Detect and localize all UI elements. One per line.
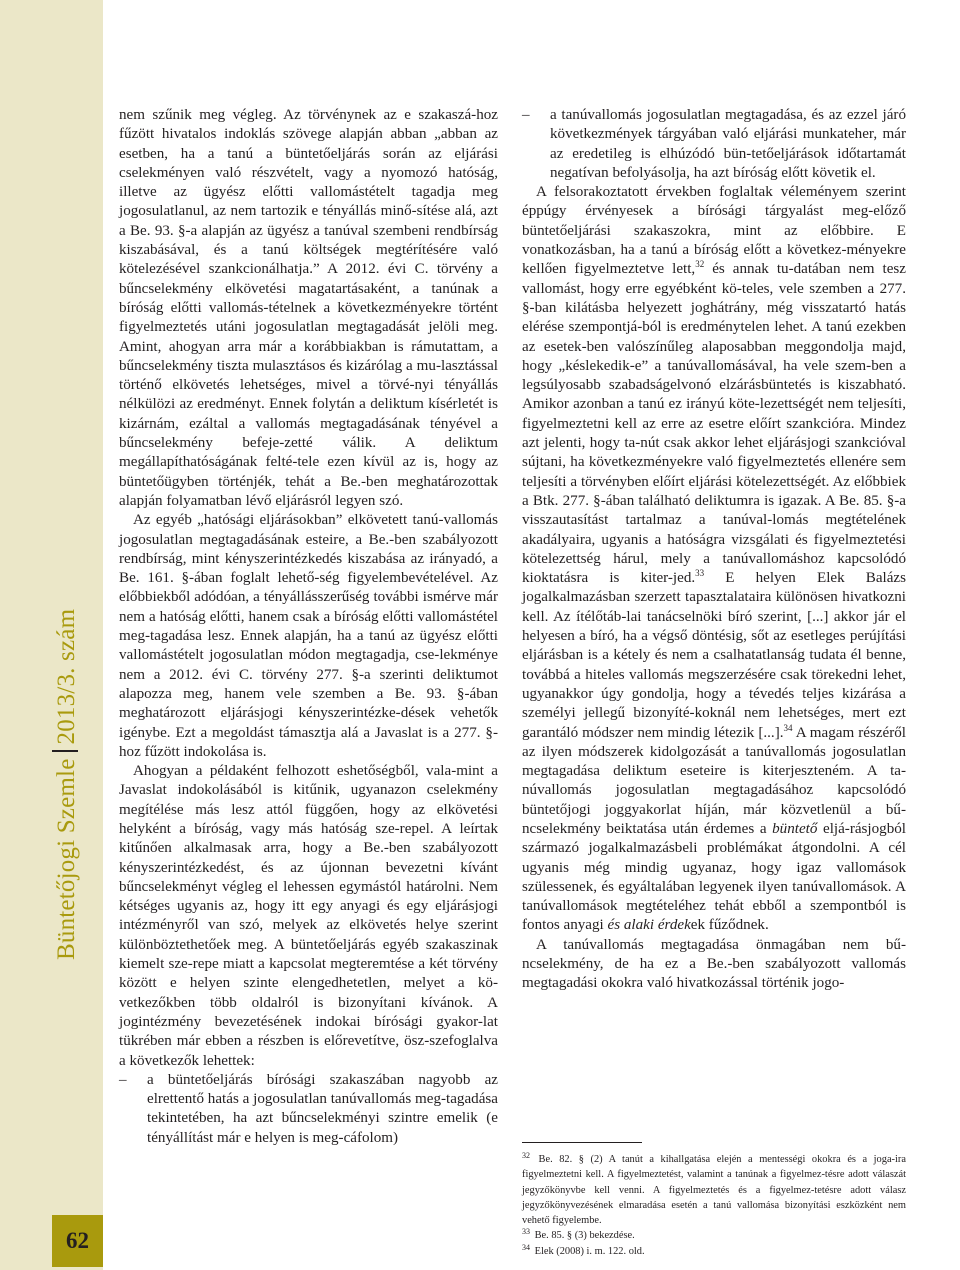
paragraph-text: A felsorakoztatott érvekben foglaltak véleményem szerint éppúgy érvényesek a bírósági tárgyalást meg-előző büntetőeljárási szakaszokra, mint az előbbire. E vonatkozásban, ha a tanú a bíróság előtt a következ-ményekre kellően figyelmeztetve lett, [522, 184, 906, 278]
footnote-text: Be. 85. § (3) bekezdése. [534, 1230, 635, 1242]
footnote-text: Be. 82. § (2) A tanút a kihallgatása elején a mentességi okokra és a joga-ira figyelmeztetni kell. A figyelmeztetést, valamint a tanúnak a figyelmez-tésre adott válaszát jegyzőkönyvbe kell venni. A figyelmeztetés és a figyelmez-tetésre adott válasz jegyzőkönyvezésének elmaradása esetén a tanú vallomása bizonyítási eszközként nem vehető figyelembe. [522, 1154, 906, 1227]
footnote-ref: 33 [695, 568, 705, 579]
journal-running-title [52, 609, 81, 960]
paragraph-text: A magam részéről az ilyen módszerek kidolgozását a tanúvallomás jogosulatlan megtagadása deliktum eseteire is kiterjeszteném. A ta-núvallomás jogosulatlan megtagadásához kapcsolódó büntetőjogi joggyakorlat híján, már közvetlenül a bű-ncselekmény beiktatása után érdemes a [522, 724, 906, 837]
right-column [522, 106, 906, 994]
footnote [522, 1152, 906, 1228]
dash-marker: – [522, 107, 530, 123]
paragraph-text: eljá-rásjogból származó jogalkalmazásbeli problémákat átgondolni. A cél ugyanis még mindig ugyanaz, hogy igaz vallomások szülessenek, és egyáltalában legyenek ilyen tanúvallomások. A tanúvallomások megtételéhez tehát ebből a szempontból is fontos anyagi [522, 820, 906, 934]
footnotes [522, 1152, 906, 1259]
footnote-divider [522, 1142, 642, 1143]
footnote-number: 34 [522, 1242, 530, 1252]
emphasis-text: és alaki érdek [607, 917, 691, 934]
sidebar-band [0, 0, 103, 1270]
footnote-ref: 34 [783, 722, 793, 733]
footnote [522, 1228, 906, 1243]
title-separator [52, 751, 78, 753]
footnote-number: 33 [522, 1227, 530, 1237]
issue-label: 2013/3. szám [53, 608, 80, 745]
dash-list-item [119, 1071, 498, 1148]
footnote-text: Elek (2008) i. m. 122. old. [534, 1245, 645, 1257]
footnote [522, 1244, 906, 1259]
paragraph: Ahogyan a példaként felhozott eshetőségből, vala-mint a Javaslat indokolásából is kitűnik, ugyanazon cselekmény megítélése más lesz attól függően, hogy az elkövetési helyként a bíróság, vagy más hatóság sze-repel. A leírtak kitűnően alkalmasak arra, hogy a Be.-ben szabályozott kényszerintézkedést, és az újonnan bevezetni kívánt bűncselekményt végleg el lehessen egymástól határolni. Nem kétséges ugyanis az, hogy itt egy anyagi és egy eljárásjogi intézményről van szó, melyek az elkövetés helye szerint különböztethetőek meg. A büntetőeljárás egyéb szakaszinak kiemelt sze-repe miatt a kapcsolat megteremtése a két törvény között e helyen szinte elengedhetetlen, melyet a kö-vetkezőkben több oldalról is bizonyítani kívánok. A jogintézmény bevezetésének indokai bírósági gyakor-lat tükrében már ebben a részben is előrevetítve, ösz-szefoglalva a következők lehettek: [119, 763, 498, 1069]
paragraph: Az egyéb „hatósági eljárásokban” elkövetett tanú-vallomás jogosulatlan megtagadásának esteire, a Be.-ben szabályozott rendbírság, mint kényszerintézkedés kiszabása az irányadó, a Be. 161. §-ában foglalt lehető-ség figyelembevételével. Az előbbiekből adódóan, a tényállásszerűség további ismérve már nem a hatóság előtti, hanem csak a bíróság előtti vallomástétel meg-tagadása lesz. Ennek alapján, ha a tanú az ügyész előtti vallomástételt jogosulatlan módon megtagadja, cse-lekménye nem a 2012. évi C. törvény 277. §-a szerinti deliktumot alapozza meg, hanem vele szemben a Be. 93. §-ában meghatározott eljárásjogi kényszerintézke-dések vehetők igénybe. Ezt a megoldást támasztja alá a Javaslat is a 277. §-hoz fűzött indokolása is. [119, 512, 498, 760]
emphasis-text: büntető [772, 820, 818, 837]
dash-list-item [522, 106, 906, 183]
paragraph: A tanúvallomás megtagadása önmagában nem bű-ncselekmény, de ha ez a Be.-ben szabályozott vallomás megtagadási okokra való hivatkozással történik jogo- [522, 936, 906, 992]
dash-marker: – [119, 1071, 127, 1088]
left-column [119, 106, 498, 1148]
dash-item-text: a büntetőeljárás bírósági szakaszában nagyobb az elrettentő hatás a jogosulatlan tanúvallomás meg-tagadása tekintetében, ha azt bűncselekményi szintre emelik (e tényállítást már e helyen is meg-cáfolom) [147, 1071, 498, 1146]
paragraph [522, 183, 906, 936]
journal-name: Büntetőjogi Szemle [53, 758, 80, 960]
dash-item-text: a tanúvallomás jogosulatlan megtagadása, és az ezzel járó következmények tárgyában való eljárási munkateher, már az eredetileg is elhúzódó bün-tetőeljárások időtartamát negatívan befolyásolja, ha azt bíróság előtt követik el. [550, 107, 906, 181]
page-number [52, 1215, 103, 1267]
footnote-ref: 32 [695, 259, 705, 270]
footnote-number: 32 [522, 1151, 530, 1160]
paragraph: nem szűnik meg végleg. Az törvénynek az e szakaszá-hoz fűzött hivatalos indoklás szövege alapján abban „abban az esetben, ha a tanú a büntetőeljárás során az eljárási cselekményen való részvételt, vagy a nyomozó hatóság, illetve az ügyész előtti vallomástételt tagadja meg jogosulatlanul, az nem tartozik e tényállás minő-sítése alá, azt a Be. 93. §-a alapján az ügyész a tanúval szembeni rendbírság kiszabásával, és a tanú költségek megtérítésére való kötelezésével szankcionálhatja.” A 2012. évi C. törvény a bűncselekmény elkövetési magatartásaként, a tanúnak a bíróság előtti vallomás-tételnek a következményekre történt figyelmeztetés utáni jogosulatlan megtagadását jelöli meg. Amint, ahogyan arra már a korábbiakban is rámutattam, a bűncselekmény tiszta mulasztásos és kizárólag a mu-lasztással történő elkövetés lehetséges, mivel a törvé-nyi tényállás nélkülözi az eredményt. Ennek folytán a deliktum kísérletét is kizárnám, ezáltal a vallomás megtagadásának tényével a bűncselekmény befeje-zetté válik. A deliktum megállapíthatóságának felté-tele ezen kívül az is, hogy az büntetőügyben történjék, tehát a Be.-ben meghatározottak alapján folyamatban lévő eljárásról legyen szó. [119, 107, 498, 509]
paragraph-text: E helyen Elek Balázs jogalkalmazásban szerzett tapasztalataira különösen hivatkozni kell. Az ítélőtáb-lai tanácselnöki bíró szerint, [...] akkor jár el helyesen a bíró, ha a végső döntésig, sőt az esetleges perújítási eljárásban is a kétely és nem a csalhatatlanság tudata él benne, továbbá a hiteles vallomás megszerzésére csak törekedni lehet, ugyanakkor úgy gondolja, hogy a tévedés teljes kizárása a személyi jellegű bizonyíté-koknál nem lehetséges, mert ezt garantáló módszer nem mindig létezik [...]. [522, 570, 906, 741]
page-number-text: 62 [66, 1228, 89, 1253]
paragraph-text: és annak tu-datában nem tesz vallomást, hogy erre egyébként kö-teles, vele szemben a 277. §-ban kilátásba helyezett joghátrány, még visszatartó hatás elérése szempontjá-ból is eredménytelen lehet. A tanú ezekben az esetek-ben valószínűleg alaposabban meggondolja majd, hogy „késlekedik-e” a tanúvallomásával, ha vele szem-ben a legsúlyosabb szabadságelvonó elzárásbüntetés is kiszabható. Amikor azonban a tanú ez irányú köte-lezettségét nem teljesíti, figyelmeztetni kell az erre az esetre előírt szankcióra. Mindez azt jelenti, hogy ta-nút csak akkor lehet eljárásjogi szankcióval sújtani, ha következményekre való figyelmeztetés ellenére sem teljesíti a törvényben előírt eljárási kötelezettségét. Az előbbiek a Btk. 277. §-ában található deliktumra is igazak. A Be. 85. §-a visszautasítást tartalmaz a tanúval-lomás megtételének akadályaira, ugyanis a hatóságra vizsgálati és figyelmeztetési kötelezettség hárul, mely a tanúvallomáshoz kapcsolódó kioktatásra is kiter-jed. [522, 261, 906, 587]
paragraph-text: ek fűződnek. [690, 917, 769, 934]
